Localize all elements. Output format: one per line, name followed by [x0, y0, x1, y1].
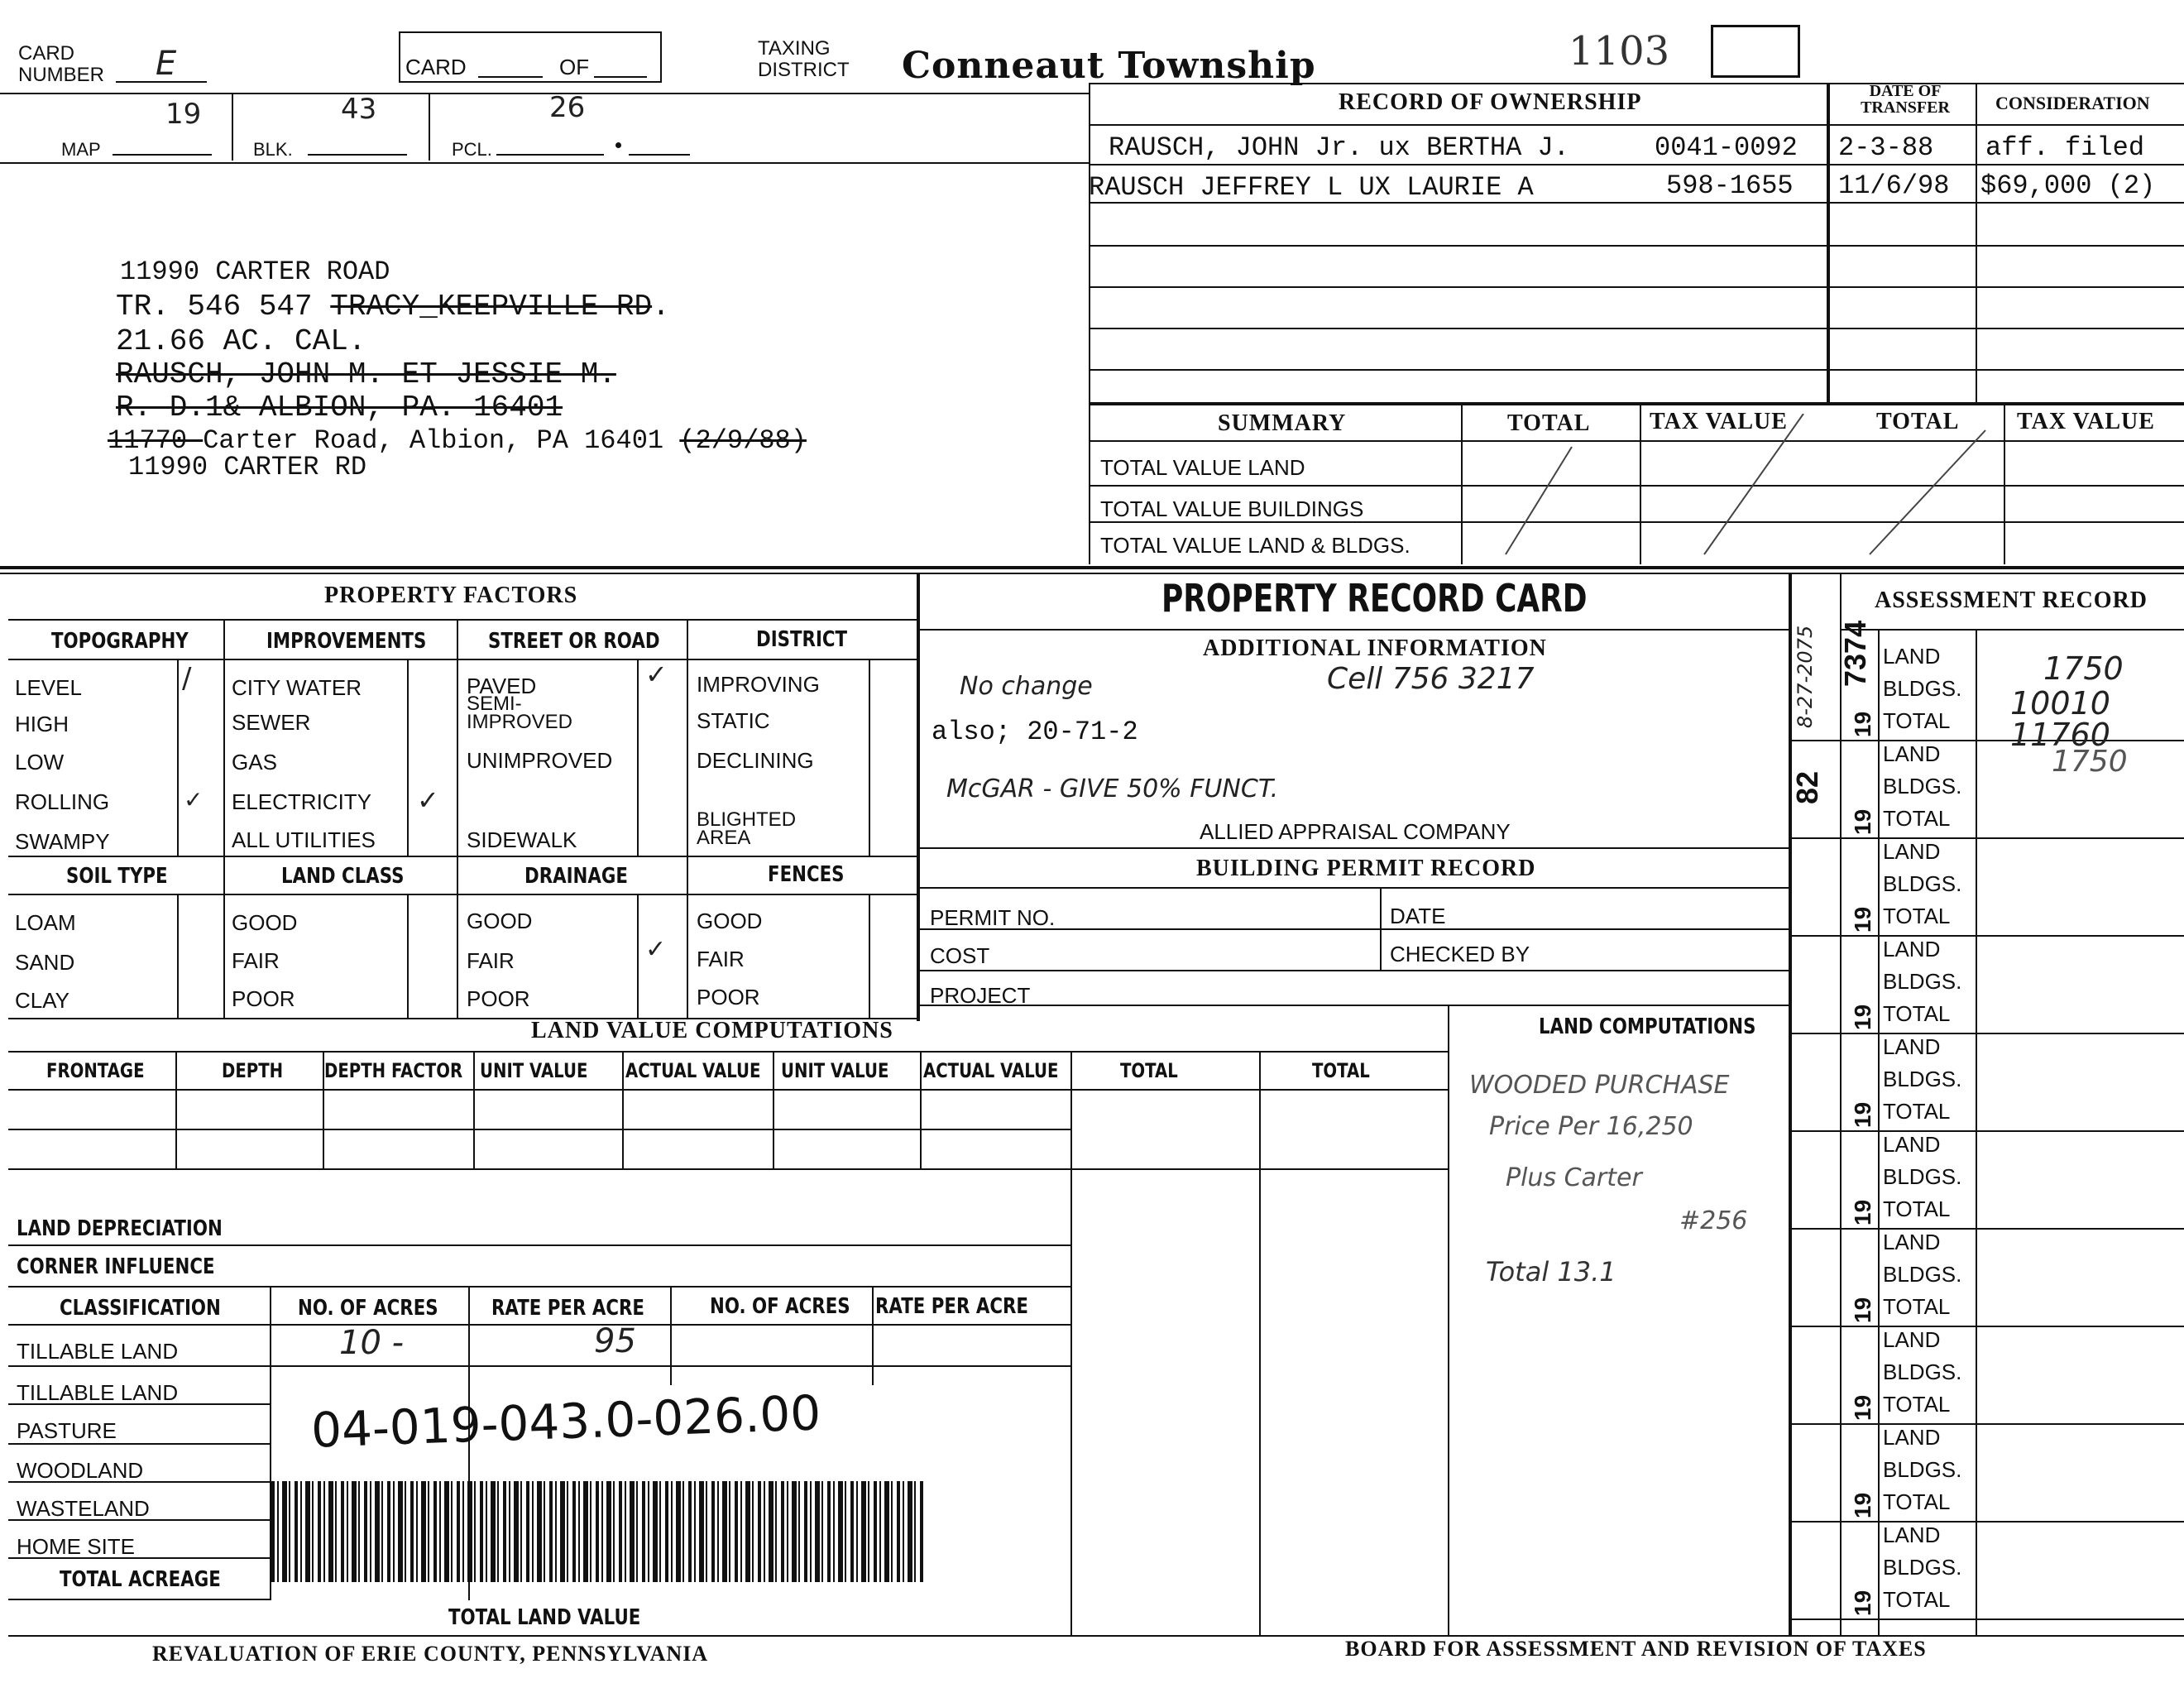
taxing-district-label: TAXING DISTRICT [758, 37, 850, 81]
pcl-value: 26 [549, 91, 586, 124]
check-paved: ✓ [645, 659, 668, 690]
district-blighted: BLIGHTED AREA [697, 808, 797, 849]
card-title: PROPERTY RECORD CARD [1161, 576, 1588, 621]
assessment-total-label: TOTAL [1883, 1587, 1951, 1612]
permit-checked-label: CHECKED BY [1390, 942, 1530, 966]
parcel-id-handwritten: 04-019-043.0-026.00 [310, 1384, 822, 1459]
street-sidewalk: SIDEWALK [467, 827, 577, 852]
assessment-total-label: TOTAL [1883, 1392, 1951, 1417]
assessment-total-label: TOTAL [1883, 904, 1951, 928]
land-value-header-0: FRONTAGE [46, 1059, 145, 1082]
assessment-bldgs-label: BLDGS. [1883, 1067, 1962, 1091]
address-line-2: TR. 546 547 TRACY_KEEPVILLE RD. [116, 290, 670, 324]
topo-level: LEVEL [15, 675, 82, 700]
owner-row-2-deed: 598-1655 [1666, 170, 1794, 201]
note-cell: Cell 756 3217 [1327, 662, 1535, 696]
assessment-land-label: LAND [1883, 741, 1941, 766]
blk-label: BLK. [253, 139, 293, 160]
assessment-bldgs-label: BLDGS. [1883, 1360, 1962, 1384]
allied-appraisal: ALLIED APPRAISAL COMPANY [1200, 819, 1511, 844]
footer-left: REVALUATION OF ERIE COUNTY, PENNSYLVANIA [152, 1642, 709, 1666]
address-line-7: 11990 CARTER RD [128, 452, 367, 482]
permit-cost-label: COST [930, 943, 990, 968]
ownership-title: RECORD OF OWNERSHIP [1339, 89, 1642, 115]
assessment-year-prefix: 19 [1850, 1004, 1875, 1030]
drainage-fair: FAIR [467, 948, 515, 973]
header-fences: FENCES [768, 862, 845, 887]
land-comp-note-3: Plus Carter [1506, 1163, 1642, 1192]
land-comp-note-4: #256 [1679, 1206, 1748, 1235]
assess-land-2: 1750 [2052, 745, 2128, 779]
summary-slash-marks [1473, 414, 2184, 563]
impr-electricity: ELECTRICITY [232, 789, 372, 814]
land-depreciation-label: LAND DEPRECIATION [17, 1216, 223, 1241]
assessment-title: ASSESSMENT RECORD [1875, 587, 2148, 613]
address-line-4: RAUSCH, JOHN M. ET JESSIE M. [116, 357, 616, 391]
assessment-land-label: LAND [1883, 1327, 1941, 1352]
fences-good: GOOD [697, 909, 763, 933]
total-land-value-label: TOTAL LAND VALUE [448, 1605, 641, 1630]
barcode [271, 1481, 925, 1582]
class-header-rate-1: RATE PER ACRE [491, 1296, 644, 1321]
assessment-total-label: TOTAL [1883, 1099, 1951, 1124]
assessment-land-label: LAND [1883, 1425, 1941, 1450]
assessment-bldgs-label: BLDGS. [1883, 871, 1962, 896]
assessment-land-label: LAND [1883, 1034, 1941, 1059]
drainage-good: GOOD [467, 909, 533, 933]
land-value-header-1: DEPTH [222, 1059, 284, 1082]
land-computations-title: LAND COMPUTATIONS [1539, 1014, 1756, 1039]
assessment-land-label: LAND [1883, 839, 1941, 864]
assessment-bldgs-label: BLDGS. [1883, 1555, 1962, 1580]
record-number-box [1711, 25, 1800, 78]
district-declining: DECLINING [697, 748, 814, 773]
assessment-total-label: TOTAL [1883, 806, 1951, 831]
assessment-year-prefix: 19 [1850, 1199, 1875, 1225]
class-header-acres-1: NO. OF ACRES [298, 1296, 438, 1321]
side-note-82: 82 [1790, 770, 1824, 804]
class-wasteland: WASTELAND [17, 1496, 150, 1521]
check-rolling: ✓ [184, 786, 204, 813]
address-line-5: R. D.1& ALBION, PA. 16401 [116, 391, 563, 424]
impr-sewer: SEWER [232, 710, 311, 735]
district-improving: IMPROVING [697, 672, 820, 697]
permit-no-label: PERMIT NO. [930, 905, 1056, 930]
of-label: OF [559, 55, 590, 79]
map-value: 19 [165, 98, 202, 131]
assessment-land-label: LAND [1883, 1523, 1941, 1547]
class-header-acres-2: NO. OF ACRES [710, 1294, 850, 1319]
assessment-total-label: TOTAL [1883, 1294, 1951, 1319]
assess-total-1: 11760 [2010, 717, 2110, 753]
owner-row-1-deed: 0041-0092 [1655, 132, 1798, 163]
header-land-class: LAND CLASS [281, 864, 405, 889]
street-unimproved: UNIMPROVED [467, 748, 613, 773]
fences-fair: FAIR [697, 947, 745, 971]
taxing-district-stamp: Conneaut Township [902, 45, 1316, 87]
land-value-header-8: TOTAL [1312, 1059, 1370, 1082]
check-electricity: ✓ [417, 784, 439, 816]
summary-title: SUMMARY [1218, 410, 1347, 436]
owner-row-2-consideration: $69,000 (2) [1980, 170, 2156, 201]
impr-city-water: CITY WATER [232, 675, 362, 700]
land-class-good: GOOD [232, 910, 298, 935]
header-soil-type: SOIL TYPE [66, 864, 168, 889]
card-number-value: E [156, 45, 177, 83]
assessment-year-prefix: 19 [1850, 808, 1875, 835]
class-home-site: HOME SITE [17, 1534, 136, 1559]
header-street-road: STREET OR ROAD [488, 629, 660, 654]
land-class-fair: FAIR [232, 948, 280, 973]
topo-high: HIGH [15, 712, 69, 736]
owner-row-1-name: RAUSCH, JOHN Jr. ux BERTHA J. [1109, 132, 1569, 163]
summary-total-2: TOTAL [1876, 409, 1960, 434]
soil-sand: SAND [15, 950, 75, 975]
permit-date-label: DATE [1390, 904, 1446, 928]
soil-clay: CLAY [15, 988, 69, 1013]
date-transfer-header: DATE OF TRANSFER [1861, 82, 1950, 117]
owner-row-2-date: 11/6/98 [1838, 170, 1950, 201]
assessment-year-prefix: 19 [1850, 1101, 1875, 1128]
land-comp-note-5: Total 13.1 [1486, 1256, 1616, 1288]
assessment-total-label: TOTAL [1883, 1489, 1951, 1514]
land-comp-note-2: Price Per 16,250 [1489, 1112, 1693, 1141]
assess-bldgs-1: 10010 [2010, 685, 2110, 722]
summary-row-buildings: TOTAL VALUE BUILDINGS [1100, 496, 1364, 521]
header-drainage: DRAINAGE [524, 864, 628, 889]
land-value-title: LAND VALUE COMPUTATIONS [531, 1018, 893, 1043]
assessment-land-label: LAND [1883, 937, 1941, 961]
assessment-total-label: TOTAL [1883, 1196, 1951, 1221]
topo-low: LOW [15, 750, 65, 774]
assessment-year-prefix: 19 [1850, 1590, 1875, 1616]
owner-row-1-date: 2-3-88 [1838, 132, 1934, 163]
assessment-land-label: LAND [1883, 644, 1941, 669]
summary-row-land: TOTAL VALUE LAND [1100, 455, 1305, 480]
property-factors-title: PROPERTY FACTORS [324, 583, 578, 608]
assessment-bldgs-label: BLDGS. [1883, 774, 1962, 798]
assessment-bldgs-label: BLDGS. [1883, 969, 1962, 994]
header-district: DISTRICT [756, 627, 848, 652]
class-tillable-2: TILLABLE LAND [17, 1380, 179, 1405]
class-woodland: WOODLAND [17, 1458, 144, 1483]
assess-land-1: 1750 [2043, 650, 2124, 687]
note-no-change: No change [960, 672, 1093, 701]
total-acreage-label: TOTAL ACREAGE [60, 1567, 221, 1592]
pcl-label: PCL. [452, 139, 492, 160]
footer-right: BOARD FOR ASSESSMENT AND REVISION OF TAXES [1345, 1637, 1927, 1661]
address-line-3: 21.66 AC. CAL. [116, 324, 366, 358]
impr-gas: GAS [232, 750, 277, 774]
street-paved: PAVED [467, 674, 537, 698]
tillable-acres: 10 - [339, 1324, 405, 1362]
card-label: CARD [405, 55, 467, 79]
note-also: also; 20-71-2 [932, 717, 1138, 747]
assessment-year-prefix: 19 [1850, 1297, 1875, 1323]
assessment-year-prefix: 19 [1850, 1394, 1875, 1421]
card-number-label: CARD NUMBER [18, 42, 105, 86]
assessment-year-prefix: 19 [1850, 1492, 1875, 1518]
summary-row-land-bldgs: TOTAL VALUE LAND & BLDGS. [1100, 533, 1410, 558]
note-mcgar: McGAR - GIVE 50% FUNCT. [946, 774, 1279, 803]
class-header-classification: CLASSIFICATION [60, 1296, 221, 1321]
land-value-header-3: UNIT VALUE [480, 1059, 588, 1082]
class-header-rate-2: RATE PER ACRE [875, 1294, 1028, 1319]
land-value-header-4: ACTUAL VALUE [625, 1059, 761, 1082]
owner-row-2-name: RAUSCH JEFFREY L UX LAURIE A [1089, 172, 1534, 203]
district-static: STATIC [697, 708, 770, 733]
land-value-header-6: ACTUAL VALUE [923, 1059, 1059, 1082]
topo-swampy: SWAMPY [15, 829, 110, 854]
permit-project-label: PROJECT [930, 983, 1031, 1008]
record-number: 1103 [1569, 28, 1670, 74]
fences-poor: POOR [697, 985, 760, 1009]
summary-total-1: TOTAL [1507, 410, 1591, 436]
summary-tax-value-2: TAX VALUE [2017, 409, 2155, 434]
assessment-bldgs-label: BLDGS. [1883, 1262, 1962, 1287]
drainage-poor: POOR [467, 986, 530, 1011]
street-semi-improved: SEMI- IMPROVED [467, 693, 573, 733]
permit-title: BUILDING PERMIT RECORD [1196, 856, 1536, 881]
assessment-bldgs-label: BLDGS. [1883, 676, 1962, 701]
summary-tax-value-1: TAX VALUE [1650, 409, 1788, 434]
class-pasture: PASTURE [17, 1418, 117, 1443]
address-line-6: 11770 Carter Road, Albion, PA 16401 (2/9/88) [108, 425, 807, 456]
assessment-land-label: LAND [1883, 1132, 1941, 1157]
address-line-1: 11990 CARTER ROAD [120, 257, 390, 287]
side-note-date: 8-27-2075 [1794, 625, 1817, 728]
corner-influence-label: CORNER INFLUENCE [17, 1254, 215, 1279]
land-value-header-5: UNIT VALUE [781, 1059, 889, 1082]
soil-loam: LOAM [15, 910, 76, 935]
assessment-bldgs-label: BLDGS. [1883, 1164, 1962, 1189]
blk-value: 43 [341, 93, 377, 126]
tillable-rate: 95 [594, 1322, 636, 1360]
header-improvements: IMPROVEMENTS [266, 629, 427, 654]
assessment-land-label: LAND [1883, 1230, 1941, 1254]
assessment-bldgs-label: BLDGS. [1883, 1457, 1962, 1482]
land-value-header-7: TOTAL [1120, 1059, 1178, 1082]
land-comp-note-1: WOODED PURCHASE [1469, 1071, 1730, 1100]
topo-rolling: ROLLING [15, 789, 110, 814]
assessment-total-label: TOTAL [1883, 1001, 1951, 1026]
assessment-year-prefix: 19 [1850, 906, 1875, 933]
check-level: / [182, 662, 192, 695]
land-value-header-2: DEPTH FACTOR [324, 1059, 463, 1082]
header-topography: TOPOGRAPHY [51, 629, 189, 654]
additional-info-title: ADDITIONAL INFORMATION [1203, 635, 1547, 661]
owner-row-1-consideration: aff. filed [1985, 132, 2145, 163]
side-note-7374: 7374 [1838, 620, 1872, 687]
map-label: MAP [61, 139, 101, 160]
assessment-total-label: TOTAL [1883, 708, 1951, 733]
consideration-header: CONSIDERATION [1995, 93, 2150, 113]
check-drainage-fair: ✓ [645, 935, 667, 964]
assessment-year-prefix: 19 [1850, 711, 1875, 737]
land-class-poor: POOR [232, 986, 295, 1011]
impr-all-utilities: ALL UTILITIES [232, 827, 376, 852]
class-tillable-1: TILLABLE LAND [17, 1339, 179, 1364]
